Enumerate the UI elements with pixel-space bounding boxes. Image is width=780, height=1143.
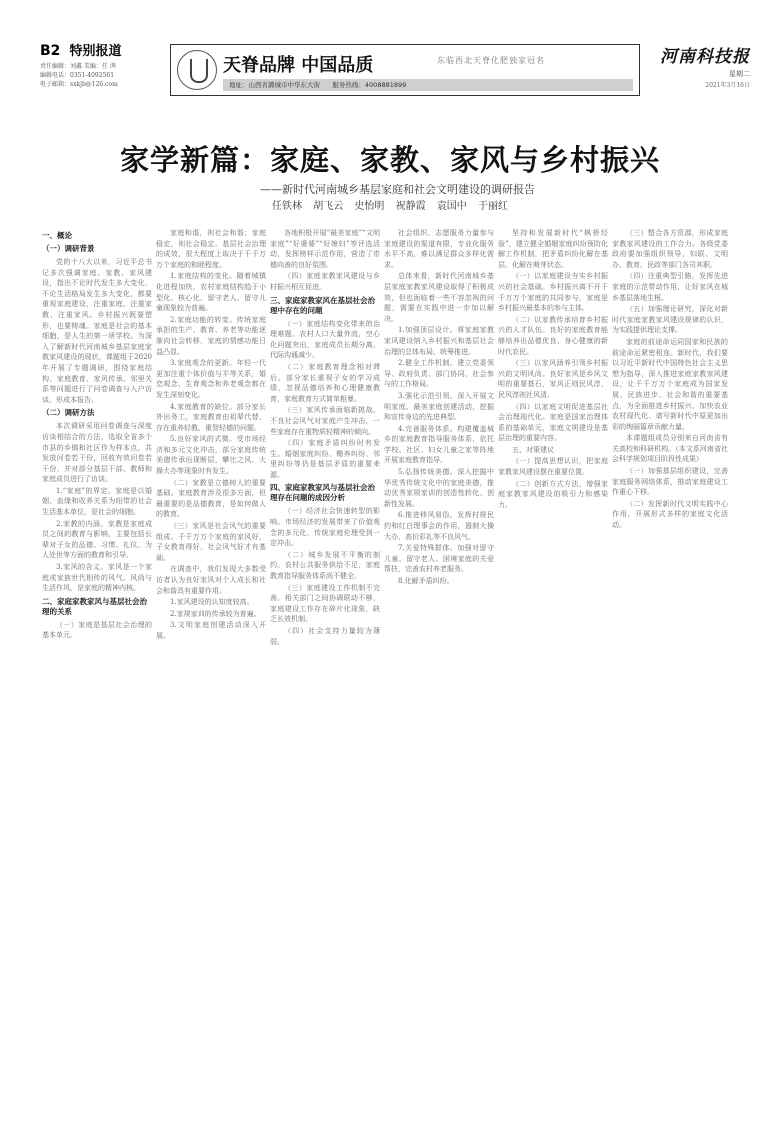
section-number: B2 — [40, 43, 61, 59]
body-paragraph: 本课题组成员分别来自河南省有关高校和科研机构。（本文系河南省社会科学规划项目阶段性成果） — [612, 434, 728, 464]
body-paragraph: 5.弘扬传统美德。深入挖掘中华优秀传统文化中的家庭美德，推动优秀家规家训的创造性转化、创新性发展。 — [384, 468, 494, 508]
body-paragraph: （二）家庭教育理念相对滞后。部分家长重视子女的学习成绩，忽视品德培养和心理健康教育，家庭教育方式简单粗暴。 — [270, 362, 380, 403]
body-paragraph: 2.家庭功能的转变。传统家庭承担的生产、教育、养老等功能逐渐向社会转移，家庭的情感功能日益凸显。 — [156, 315, 266, 356]
body-paragraph: 社会组织、志愿服务力量参与家庭建设的渠道有限，专业化服务水平不高，难以满足群众多样化需求。 — [384, 229, 494, 269]
advertisement-banner — [170, 44, 640, 96]
body-paragraph: 本次调研采用问卷调查与深度访谈相结合的方法，选取全省多个市县的乡镇和社区作为样本点，共发放问卷若干份，回收有效问卷若干份，并对部分基层干部、教师和家庭成员进行了访谈。 — [42, 422, 152, 484]
editorial-info — [40, 62, 165, 89]
body-paragraph: 3.文明家庭创建活动深入开展。 — [156, 621, 266, 640]
section-heading: （二）调研方法 — [42, 408, 95, 418]
body-paragraph: 7.关爱特殊群体。加强对留守儿童、留守老人、困境家庭的关爱帮扶，完善农村养老服务。 — [384, 544, 494, 574]
body-paragraph: 各地积极开展“最美家庭”“文明家庭”“好婆婆”“好媳妇”等评选活动，发挥榜样示范作用，营造了崇德向善的良好氛围。 — [270, 229, 380, 269]
body-paragraph: 五、对策建议 — [512, 445, 554, 454]
body-paragraph: 家庭的前途命运同国家和民族的前途命运紧密相连。新时代，我们要以习近平新时代中国特色社会主义思想为指导，深入推进家庭家教家风建设，让千千万万个家庭成为国家发展、民族进步、社会和谐的重要基点，为全面推进乡村振兴、加快农业农村现代化、谱写新时代中原更加出彩的绚丽篇章贡献力量。 — [612, 337, 728, 431]
body-paragraph: 3.家风的含义。家风是一个家庭或家族世代相传的风气、风尚与生活作风，是家庭的精神内核。 — [42, 563, 152, 593]
body-paragraph: （一）家庭是基层社会治理的基本单元。 — [42, 620, 152, 640]
phone-line: 编辑电话：0351-4092561 — [40, 72, 115, 79]
body-paragraph: （一）家庭结构变化带来的治理难题。农村人口大量外流，空心化问题突出，家庭成员长期分离，代际沟通减少。 — [270, 319, 380, 360]
body-paragraph: （一）经济社会快速转型的影响。市场经济的发展带来了价值观念的多元化，传统家庭伦理受到一定冲击。 — [270, 507, 380, 548]
body-paragraph: （三）整合各方资源，形成家庭家教家风建设的工作合力。各级党委政府要加强组织领导，妇联、文明办、教育、民政等部门各司其职。 — [612, 229, 728, 269]
article-subheadline: ——新时代河南城乡基层家庭和社会文明建设的调研报告 — [260, 183, 535, 196]
issue-weekday: 星期二 — [729, 70, 750, 78]
ad-brand: 天脊品牌 中国品质 — [223, 55, 374, 76]
body-paragraph: （四）社会支持力量较为薄弱。 — [270, 627, 380, 646]
body-paragraph: （四）以家庭文明促进基层社会治理现代化。家庭是国家治理体系的基础单元，家庭文明建设是基层治理的重要内容。 — [498, 402, 608, 443]
body-paragraph: 家庭和谐，则社会和谐；家庭稳定，则社会稳定。基层社会治理的成效，很大程度上取决于千千万万个家庭的和睦程度。 — [156, 229, 266, 269]
body-paragraph: 8.化解矛盾纠纷。 — [398, 577, 454, 585]
section-heading: 三、家庭家教家风在基层社会治理中存在的问题 — [270, 295, 375, 315]
body-paragraph: （三）家风是社会风气的重要组成。千千万万个家庭的家风好，子女教育得好，社会风气好才有基础。 — [156, 522, 266, 562]
page-header — [40, 40, 750, 102]
text-column-3 — [270, 228, 380, 648]
body-paragraph: （二）以家教传承培育乡村振兴的人才队伍。良好的家庭教育能够培养出品德优良、身心健康的新时代农民。 — [498, 315, 608, 356]
body-paragraph: 3.强化示范引领。深入开展文明家庭、最美家庭创建活动，挖掘和宣传身边的先进典型。 — [384, 391, 494, 422]
body-paragraph: 2.家规家训的传承较为普遍。 — [170, 609, 261, 618]
text-column-1 — [42, 228, 152, 642]
body-paragraph: （四）注重典型引路，发挥先进家庭的示范带动作用，让好家风在城乡基层落地生根。 — [612, 272, 728, 302]
text-column-4 — [384, 228, 494, 588]
body-paragraph: 5.良好家风的式微。受市场经济和多元文化冲击，部分家庭传统美德传承出现断层，攀比之风、大操大办等现象时有发生。 — [156, 435, 266, 476]
body-paragraph: （五）加强理论研究，深化对新时代家庭家教家风建设规律的认识，为实践提供理论支撑。 — [612, 305, 728, 335]
body-paragraph: 总体来看，新时代河南城乡基层家庭家教家风建设取得了积极成效，但也面临着一些不容忽视的问题，需要在实践中进一步加以解决。 — [384, 272, 494, 323]
section-heading: 二、家庭家教家风与基层社会治理的关系 — [42, 596, 147, 616]
article-authors: 任铁林 胡飞云 史怡明 祝静霞 袁国中 于丽红 — [272, 201, 508, 212]
body-paragraph: （三）家风传承面临新挑战。不良社会风气对家庭产生冲击，一些家庭存在重物质轻精神的倾向。 — [270, 406, 380, 436]
body-paragraph: 1.“家庭”的界定。家庭是以婚姻、血缘和收养关系为纽带的社会生活基本单位，是社会的细胞。 — [42, 486, 152, 517]
body-paragraph: （三）以家风涵养引领乡村振兴的文明风尚。良好家风是乡风文明的重要基石，家风正则民风淳，民风淳则社风清。 — [498, 359, 608, 399]
body-paragraph: （二）创新方式方法，增强家庭家教家风建设的吸引力和感染力。 — [498, 479, 608, 509]
masthead — [660, 42, 750, 89]
section-name: 特别报道 — [69, 44, 122, 59]
body-paragraph: （四）家庭家教家风建设与乡村振兴相互促进。 — [270, 272, 380, 291]
body-paragraph: （二）城乡发展不平衡的制约。农村公共服务供给不足，家庭教育指导服务体系尚不健全。 — [270, 550, 380, 581]
body-paragraph: 4.家庭教育的缺位。部分家长外出务工，家庭教育由祖辈代替，存在重养轻教、重智轻德的问题。 — [156, 402, 266, 432]
tianji-logo-icon — [177, 50, 217, 90]
ad-hotline: 服务热线：4008881899 — [332, 81, 407, 89]
section-tag — [40, 40, 122, 59]
body-paragraph: （四）家庭矛盾纠纷时有发生。婚姻家庭纠纷、赡养纠纷、邻里纠纷等仍是基层矛盾的重要来源。 — [270, 439, 380, 479]
body-paragraph: 1.家风建设的认知度较高。 — [170, 598, 254, 607]
text-column-5 — [498, 228, 608, 511]
body-paragraph: （二）发挥新时代文明实践中心作用，开展形式多样的家庭文化活动。 — [612, 499, 728, 530]
issue-date: 2021年3月16日 — [705, 82, 750, 89]
body-paragraph: 4.完善服务体系。构建覆盖城乡的家庭教育指导服务体系，依托学校、社区、妇女儿童之家等阵地开展家庭教育指导。 — [384, 424, 494, 465]
email-line: 电子邮箱：sxkjb@126.com — [40, 81, 118, 88]
body-paragraph: 坚持和发展新时代“枫桥经验”，建立健全婚姻家庭纠纷预防化解工作机制，把矛盾纠纷化解在基层、化解在萌芽状态。 — [498, 229, 608, 269]
body-paragraph: 3.家庭观念的更新。年轻一代更加注重个体价值与平等关系，婚恋观念、生育观念和养老观念都在发生深刻变化。 — [156, 359, 266, 399]
section-heading: 四、家庭家教家风与基层社会治理存在问题的成因分析 — [270, 483, 375, 503]
body-paragraph: 6.推进移风易俗。发挥村规民约和红白理事会的作用，遏制大操大办、高价彩礼等不良风气。 — [384, 511, 494, 541]
ad-address: 地址：山西省潞城市中华东大街 — [229, 81, 320, 89]
text-column-6 — [612, 228, 728, 532]
body-paragraph: 1.加强顶层设计。将家庭家教家风建设纳入乡村振兴和基层社会治理的总体布局，统筹推进。 — [384, 326, 494, 356]
body-paragraph: 在调查中，我们发现大多数受访者认为良好家风对个人成长和社会和谐具有重要作用。 — [156, 565, 266, 595]
section-heading: （一）调研背景 — [42, 244, 95, 253]
body-paragraph: （二）家教是立德树人的重要基础。家庭教育涉及很多方面，但最重要的是品德教育，是如何做人的教育。 — [156, 478, 266, 519]
newspaper-title: 河南科技报 — [660, 47, 750, 67]
article-headline: 家学新篇：家庭、家教、家风与乡村振兴 — [119, 143, 660, 177]
body-paragraph: （一）提高思想认识，把家庭家教家风建设摆在重要位置。 — [498, 457, 608, 477]
body-paragraph: 2.家教的内涵。家教是家庭成员之间的教育与影响，主要包括长辈对子女的品德、习惯、礼仪、为人处世等方面的教育和引导。 — [42, 519, 152, 560]
body-paragraph: 2.健全工作机制。建立党委领导、政府负责、部门协同、社会参与的工作格局。 — [384, 359, 494, 389]
ad-slogan: 东临西北天脊化肥独家冠名 — [437, 56, 545, 65]
editor-line: 责任编辑：刘鑫 美编：任 鸿 — [40, 63, 116, 70]
body-paragraph: 党的十八大以来，习近平总书记多次强调家庭、家教、家风建设，指出不论时代发生多大变化，不论生活格局发生多大变化，都要重视家庭建设，注重家庭、注重家教、注重家风。乡村振兴既要塑形，也要铸魂。家庭是社会的基本细胞，是人生的第一所学校。为深入了解新时代河南城乡基层家庭家教家风建设的现状，课题组于2020年开展了专题调研，围绕家庭结构、家庭教育、家风传承、邻里关系等问题进行了问卷调查与入户访谈，形成本报告。 — [42, 258, 152, 404]
body-paragraph: （一）以家庭建设夯实乡村振兴的社会基础。乡村振兴离不开千千万万个家庭的共同参与，家庭是乡村振兴最基本的参与主体。 — [498, 272, 608, 313]
ad-contact-bar — [223, 79, 633, 91]
section-heading: 一、概论 — [42, 231, 72, 240]
body-paragraph: （三）家庭建设工作机制不完善。相关部门之间协调联动不够，家庭建设工作存在碎片化现象，缺乏长效机制。 — [270, 583, 380, 624]
body-paragraph: 1.家庭结构的变化。随着城镇化进程加快，农村家庭结构趋于小型化、核心化，留守老人、留守儿童现象较为普遍。 — [156, 272, 266, 313]
body-paragraph: （一）加强基层组织建设，完善家庭服务网络体系，推动家庭建设工作重心下移。 — [612, 467, 728, 497]
text-column-2 — [156, 228, 266, 643]
